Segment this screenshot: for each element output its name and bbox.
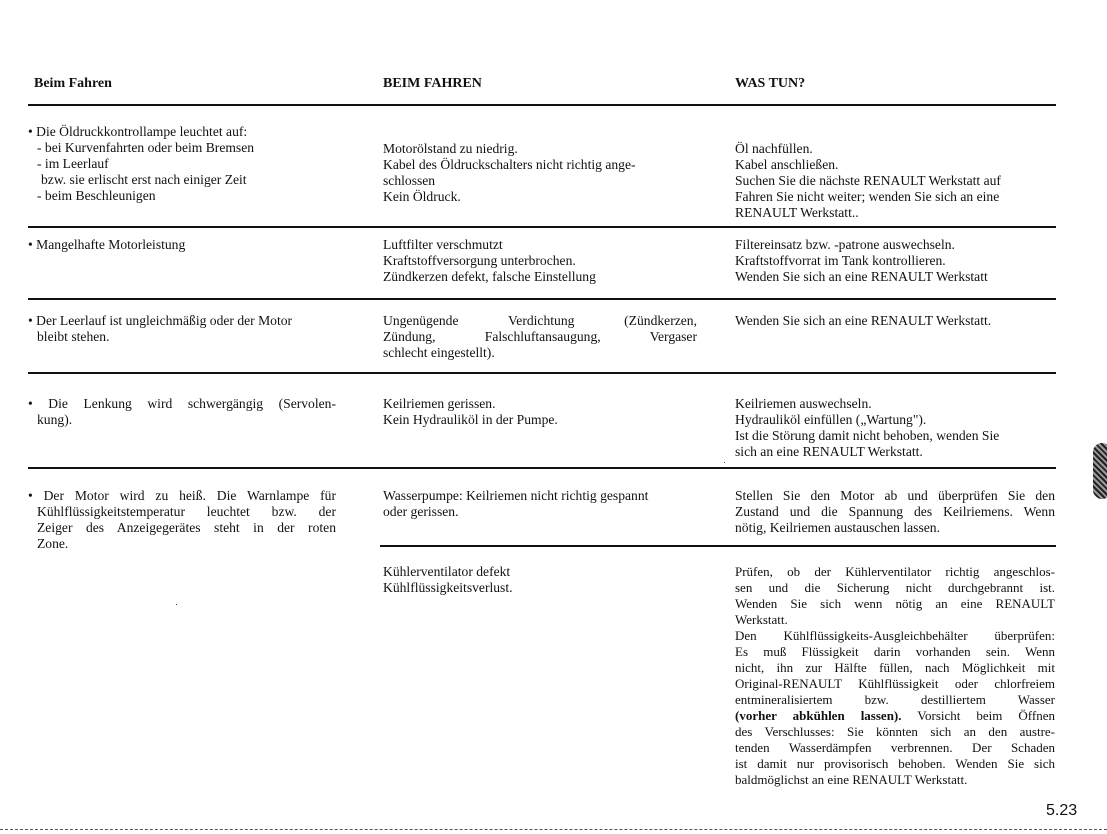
row4-action [735, 396, 1057, 460]
row6-action-line: ist damit nur provisorisch behoben. Wenden Sie sich [735, 756, 1055, 771]
row4-symptom-line: kung). [37, 412, 73, 427]
row1-action-line: Fahren Sie nicht weiter; wenden Sie sich an eine [735, 189, 1000, 204]
row5-action-line: nötig, Keilriemen austauschen lassen. [735, 520, 940, 535]
row1-cause [383, 141, 703, 205]
row2-cause-line: Luftfilter verschmutzt [383, 237, 503, 252]
row1-cause-line: Kabel des Öldruckschalters nicht richtig ange- [383, 157, 636, 172]
header-column-action: WAS TUN? [735, 76, 806, 91]
row6-action-line: Prüfen, ob der Kühlerventilator richtig angeschlos- [735, 564, 1055, 579]
row5-symptom-line: Kühlflüssigkeitstemperatur leuchtet bzw. der [37, 504, 336, 519]
row6-action-line: Es muß Flüssigkeit darin vorhanden sein. Wenn [735, 644, 1055, 659]
row4-cause [383, 396, 703, 428]
row3-cause [383, 313, 697, 361]
row-divider [28, 467, 1056, 469]
row1-cause-line: Motorölstand zu niedrig. [383, 141, 518, 156]
row3-symptom-line: bleibt stehen. [37, 329, 110, 344]
row1-action-line: Suchen Sie die nächste RENAULT Werkstatt auf [735, 173, 1001, 188]
row5-cause-line: oder gerissen. [383, 504, 459, 519]
row2-action-line: Kraftstoffvorrat im Tank kontrollieren. [735, 253, 946, 268]
row3-symptom-line: • Der Leerlauf ist ungleichmäßig oder der Motor [28, 313, 293, 328]
row6-action [735, 564, 1055, 788]
row1-symptom-line: bzw. sie erlischt erst nach einiger Zeit [41, 172, 247, 187]
row6-action-line: Wenden Sie sich wenn nötig an eine RENAULT [735, 596, 1055, 611]
thumb-index-tab [1093, 443, 1107, 499]
row6-cause-line: Kühlflüssigkeitsverlust. [383, 580, 513, 595]
row-divider [28, 226, 1056, 228]
row5-symptom-line: Zeiger des Anzeigegerätes steht in der roten [37, 520, 336, 535]
row1-cause-line: Kein Öldruck. [383, 189, 461, 204]
row5-cause [383, 488, 705, 520]
header-rule [28, 104, 1056, 106]
row1-cause-line: schlossen [383, 173, 436, 188]
row1-action-line: Kabel anschließen. [735, 157, 839, 172]
bold-warning-text: (vorher abkühlen lassen). [735, 708, 902, 723]
row2-cause [383, 237, 703, 285]
row1-symptom-line: - bei Kurvenfahrten oder beim Bremsen [37, 140, 255, 155]
header-column-cause: BEIM FAHREN [383, 76, 482, 91]
scan-speck [176, 604, 177, 605]
row6-action-line-emphasis [735, 708, 1055, 724]
row6-action-line: Den Kühlflüssigkeits-Ausgleichbehälter überprüfen: [735, 628, 1055, 643]
page-number: 5.23 [1046, 802, 1078, 819]
row-divider [28, 298, 1056, 300]
row2-action [735, 237, 1057, 285]
row4-symptom-line: • Die Lenkung wird schwergängig (Servolen- [28, 396, 336, 411]
row2-action-line: Filtereinsatz bzw. -patrone auswechseln. [735, 237, 955, 252]
row-divider-partial [380, 545, 1056, 547]
row3-symptom [28, 313, 336, 345]
row6-action-line: baldmöglichst an eine RENAULT Werkstatt. [735, 772, 968, 787]
row4-action-line: Keilriemen auswechseln. [735, 396, 872, 411]
row1-action-line: Öl nachfüllen. [735, 141, 813, 156]
row6-action-line: des Verschlusses: Sie könnten sich an den austre- [735, 724, 1055, 739]
row5-action-line: Zustand und die Spannung des Keilriemens. Wenn [735, 504, 1055, 519]
row4-cause-line: Keilriemen gerissen. [383, 396, 496, 411]
row1-action-line: RENAULT Werkstatt.. [735, 205, 859, 220]
row5-action-line: Stellen Sie den Motor ab und überprüfen Sie den [735, 488, 1055, 503]
row2-symptom [28, 237, 328, 253]
row6-cause-line: Kühlerventilator defekt [383, 564, 511, 579]
header-section-title: Beim Fahren [34, 76, 112, 91]
row5-action [735, 488, 1055, 536]
warning-tail-text: Vorsicht beim Öffnen [901, 708, 1055, 723]
row1-symptom-line: - im Leerlauf [37, 156, 109, 171]
row4-symptom [28, 396, 336, 428]
row2-symptom-line: • Mangelhafte Motorleistung [28, 237, 186, 252]
row6-action-line: entmineralisiertem bzw. destilliertem Wasser [735, 692, 1055, 707]
row5-symptom [28, 488, 336, 552]
row1-symptom [28, 124, 328, 204]
row1-symptom-line: • Die Öldruckkontrollampe leuchtet auf: [28, 124, 248, 139]
row-divider [28, 372, 1056, 374]
row5-cause-line: Wasserpumpe: Keilriemen nicht richtig gespannt [383, 488, 649, 503]
row2-cause-line: Kraftstoffversorgung unterbrochen. [383, 253, 576, 268]
row1-symptom-line: - beim Beschleunigen [37, 188, 156, 203]
row3-cause-line: Zündung, Falschluftansaugung, Vergaser [383, 329, 697, 344]
row3-cause-line: Ungenügende Verdichtung (Zündkerzen, [383, 313, 697, 328]
row2-action-line: Wenden Sie sich an eine RENAULT Werkstatt [735, 269, 988, 284]
row4-action-line: Ist die Störung damit nicht behoben, wenden Sie [735, 428, 1000, 443]
row1-action [735, 141, 1057, 221]
row4-cause-line: Kein Hydrauliköl in der Pumpe. [383, 412, 558, 427]
row4-action-line: sich an eine RENAULT Werkstatt. [735, 444, 923, 459]
row6-action-line: tenden Wasserdämpfen verbrennen. Der Schaden [735, 740, 1055, 755]
row5-symptom-line: Zone. [37, 536, 69, 551]
row3-action-line: Wenden Sie sich an eine RENAULT Werkstatt. [735, 313, 992, 328]
page-bottom-edge [0, 829, 1107, 830]
row3-action [735, 313, 1057, 329]
row2-cause-line: Zündkerzen defekt, falsche Einstellung [383, 269, 596, 284]
row4-action-line: Hydrauliköl einfüllen („Wartung"). [735, 412, 927, 427]
row6-action-line: nicht, ihn zur Hälfte füllen, nach Möglichkeit mit [735, 660, 1055, 675]
row6-cause [383, 564, 703, 596]
row5-symptom-line: • Der Motor wird zu heiß. Die Warnlampe für [28, 488, 336, 503]
row6-action-line: sen und die Sicherung nicht durchgebrannt ist. [735, 580, 1055, 595]
scan-speck [724, 462, 725, 463]
row6-action-line: Werkstatt. [735, 612, 788, 627]
row6-action-line: Original-RENAULT Kühlflüssigkeit oder chlorfreiem [735, 676, 1055, 691]
row3-cause-line: schlecht eingestellt). [383, 345, 495, 360]
